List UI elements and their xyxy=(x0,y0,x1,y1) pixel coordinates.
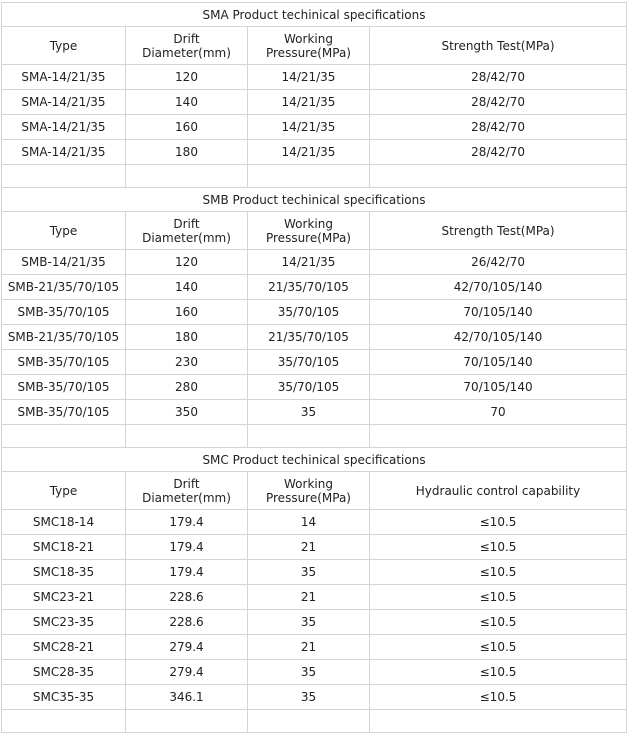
sma-title-row xyxy=(2,3,627,27)
smb-header-drift-diameter-line1: Drift xyxy=(173,216,200,231)
sma-spacer-row xyxy=(2,165,627,188)
table-cell: ≤10.5 xyxy=(370,610,627,635)
table-cell: 228.6 xyxy=(126,585,248,610)
table-cell: SMC35-35 xyxy=(2,685,126,710)
smc-header-working-pressure xyxy=(248,472,370,510)
table-cell: 35/70/105 xyxy=(248,375,370,400)
table-cell: 346.1 xyxy=(126,685,248,710)
empty-cell xyxy=(370,425,627,448)
table-cell: 350 xyxy=(126,400,248,425)
table-cell: 70/105/140 xyxy=(370,375,627,400)
table-cell: 14 xyxy=(248,510,370,535)
empty-cell xyxy=(370,710,627,733)
table-cell: ≤10.5 xyxy=(370,660,627,685)
empty-cell xyxy=(248,425,370,448)
table-row xyxy=(2,560,627,585)
table-cell: 28/42/70 xyxy=(370,115,627,140)
smb-header-working-pressure-line1: Working xyxy=(284,216,333,231)
table-cell: SMC18-14 xyxy=(2,510,126,535)
table-cell: ≤10.5 xyxy=(370,585,627,610)
sma-header-drift-diameter-line2: Diameter(mm) xyxy=(142,45,231,60)
empty-cell xyxy=(248,165,370,188)
table-cell: SMA-14/21/35 xyxy=(2,115,126,140)
empty-cell xyxy=(248,710,370,733)
table-cell: 160 xyxy=(126,300,248,325)
table-row xyxy=(2,610,627,635)
sma-header-strength-test-line1: Strength Test(MPa) xyxy=(441,38,555,53)
table-cell: 14/21/35 xyxy=(248,250,370,275)
smb-header-strength-test xyxy=(370,212,627,250)
smb-header-type xyxy=(2,212,126,250)
empty-cell xyxy=(2,425,126,448)
table-cell: 228.6 xyxy=(126,610,248,635)
sma-header-row xyxy=(2,27,627,65)
table-cell: 279.4 xyxy=(126,660,248,685)
table-row xyxy=(2,275,627,300)
table-cell: 179.4 xyxy=(126,560,248,585)
table-cell: SMB-21/35/70/105 xyxy=(2,275,126,300)
table-cell: SMC28-21 xyxy=(2,635,126,660)
smb-title-row xyxy=(2,188,627,212)
table-cell: ≤10.5 xyxy=(370,685,627,710)
table-cell: 35 xyxy=(248,685,370,710)
table-cell: SMA-14/21/35 xyxy=(2,90,126,115)
table-cell: 35 xyxy=(248,660,370,685)
smc-title-row xyxy=(2,448,627,472)
table-cell: 120 xyxy=(126,65,248,90)
table-row xyxy=(2,65,627,90)
table-cell: 21/35/70/105 xyxy=(248,275,370,300)
smc-header-type xyxy=(2,472,126,510)
empty-cell xyxy=(370,165,627,188)
table-cell: 35 xyxy=(248,560,370,585)
table-cell: 21 xyxy=(248,535,370,560)
table-cell: 35 xyxy=(248,610,370,635)
table-cell: 14/21/35 xyxy=(248,115,370,140)
table-cell: 70/105/140 xyxy=(370,300,627,325)
empty-cell xyxy=(2,710,126,733)
table-cell: 14/21/35 xyxy=(248,140,370,165)
smc-header-row xyxy=(2,472,627,510)
smb-section-title: SMB Product techinical specifications xyxy=(2,188,627,212)
table-cell: 179.4 xyxy=(126,510,248,535)
table-row xyxy=(2,325,627,350)
smc-header-hydraulic-control-line1: Hydraulic control capability xyxy=(415,483,581,498)
smb-spacer-row xyxy=(2,425,627,448)
table-cell: 42/70/105/140 xyxy=(370,325,627,350)
smc-header-drift-diameter-line1: Drift xyxy=(173,476,200,491)
table-cell: 26/42/70 xyxy=(370,250,627,275)
table-cell: SMB-35/70/105 xyxy=(2,350,126,375)
table-cell: SMC18-35 xyxy=(2,560,126,585)
smc-header-working-pressure-line1: Working xyxy=(284,476,333,491)
table-cell: 230 xyxy=(126,350,248,375)
sma-header-strength-test xyxy=(370,27,627,65)
table-row xyxy=(2,115,627,140)
table-cell: 14/21/35 xyxy=(248,65,370,90)
smb-header-working-pressure-line2: Pressure(MPa) xyxy=(265,230,351,245)
empty-cell xyxy=(2,165,126,188)
table-row xyxy=(2,400,627,425)
table-row xyxy=(2,535,627,560)
table-cell: SMC18-21 xyxy=(2,535,126,560)
table-row xyxy=(2,90,627,115)
smc-spacer-row xyxy=(2,710,627,733)
table-cell: 21 xyxy=(248,635,370,660)
table-cell: SMA-14/21/35 xyxy=(2,65,126,90)
table-row xyxy=(2,350,627,375)
table-cell: 35/70/105 xyxy=(248,350,370,375)
smb-header-row xyxy=(2,212,627,250)
table-cell: 35/70/105 xyxy=(248,300,370,325)
smc-section-title: SMC Product techinical specifications xyxy=(2,448,627,472)
table-cell: 28/42/70 xyxy=(370,65,627,90)
table-cell: ≤10.5 xyxy=(370,510,627,535)
table-cell: 70/105/140 xyxy=(370,350,627,375)
table-cell: SMC28-35 xyxy=(2,660,126,685)
empty-cell xyxy=(126,710,248,733)
table-cell: 21 xyxy=(248,585,370,610)
table-cell: SMB-35/70/105 xyxy=(2,375,126,400)
table-row xyxy=(2,585,627,610)
table-cell: 140 xyxy=(126,275,248,300)
table-row xyxy=(2,250,627,275)
table-cell: 180 xyxy=(126,325,248,350)
sma-header-drift-diameter-line1: Drift xyxy=(173,31,200,46)
table-cell: 14/21/35 xyxy=(248,90,370,115)
table-cell: SMB-35/70/105 xyxy=(2,400,126,425)
table-row xyxy=(2,140,627,165)
table-cell: 179.4 xyxy=(126,535,248,560)
smc-header-drift-diameter xyxy=(126,472,248,510)
table-row xyxy=(2,300,627,325)
table-row xyxy=(2,375,627,400)
empty-cell xyxy=(126,165,248,188)
smc-header-type-line1: Type xyxy=(49,483,78,498)
table-cell: SMC23-35 xyxy=(2,610,126,635)
smb-header-strength-test-line1: Strength Test(MPa) xyxy=(441,223,555,238)
table-cell: 28/42/70 xyxy=(370,140,627,165)
table-row xyxy=(2,660,627,685)
table-cell: SMB-14/21/35 xyxy=(2,250,126,275)
sma-header-drift-diameter xyxy=(126,27,248,65)
specifications-table xyxy=(1,2,627,733)
table-cell: SMB-35/70/105 xyxy=(2,300,126,325)
sma-header-working-pressure-line1: Working xyxy=(284,31,333,46)
table-cell: SMB-21/35/70/105 xyxy=(2,325,126,350)
smc-header-hydraulic-control xyxy=(370,472,627,510)
table-cell: 279.4 xyxy=(126,635,248,660)
sma-header-working-pressure-line2: Pressure(MPa) xyxy=(265,45,351,60)
table-cell: 160 xyxy=(126,115,248,140)
smc-header-working-pressure-line2: Pressure(MPa) xyxy=(265,490,351,505)
table-cell: 180 xyxy=(126,140,248,165)
sma-header-type-line1: Type xyxy=(49,38,78,53)
table-row xyxy=(2,685,627,710)
table-row xyxy=(2,635,627,660)
smb-header-drift-diameter xyxy=(126,212,248,250)
smb-header-working-pressure xyxy=(248,212,370,250)
table-cell: 28/42/70 xyxy=(370,90,627,115)
table-cell: SMC23-21 xyxy=(2,585,126,610)
table-cell: 280 xyxy=(126,375,248,400)
smb-header-drift-diameter-line2: Diameter(mm) xyxy=(142,230,231,245)
table-cell: 120 xyxy=(126,250,248,275)
table-cell: ≤10.5 xyxy=(370,535,627,560)
table-cell: 35 xyxy=(248,400,370,425)
smb-header-type-line1: Type xyxy=(49,223,78,238)
specifications-table-body xyxy=(2,3,627,733)
table-cell: SMA-14/21/35 xyxy=(2,140,126,165)
table-cell: 140 xyxy=(126,90,248,115)
table-cell: 70 xyxy=(370,400,627,425)
sma-section-title: SMA Product techinical specifications xyxy=(2,3,627,27)
empty-cell xyxy=(126,425,248,448)
sma-header-working-pressure xyxy=(248,27,370,65)
table-row xyxy=(2,510,627,535)
sma-header-type xyxy=(2,27,126,65)
smc-header-drift-diameter-line2: Diameter(mm) xyxy=(142,490,231,505)
table-cell: 21/35/70/105 xyxy=(248,325,370,350)
table-cell: 42/70/105/140 xyxy=(370,275,627,300)
table-cell: ≤10.5 xyxy=(370,635,627,660)
table-cell: ≤10.5 xyxy=(370,560,627,585)
